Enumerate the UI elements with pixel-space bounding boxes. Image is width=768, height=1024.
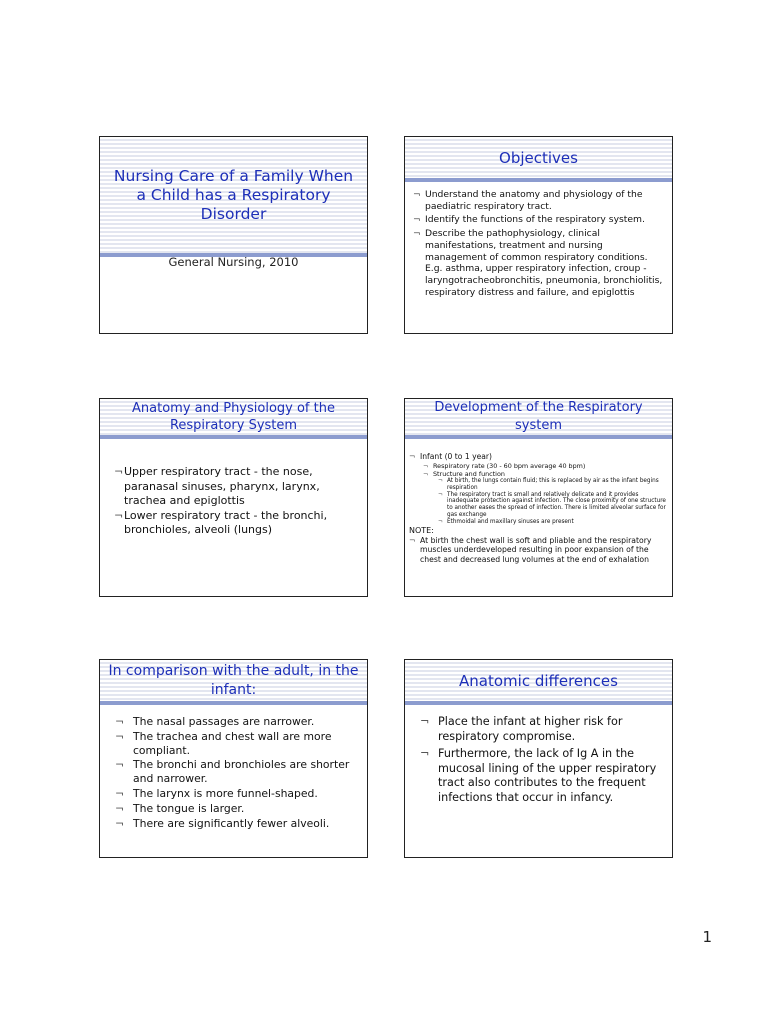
slide-title: In comparison with the adult, in the infant: [100,660,367,705]
bullet-icon: ¬ [114,508,124,522]
slide-3 [99,398,368,597]
list-item: ¬ Upper respiratory tract - the nose, paranasal sinuses, pharynx, larynx, trachea and epiglottis [114,465,320,507]
list-item: ¬ Structure and function [423,469,505,478]
slide-4 [404,398,673,597]
bullet-icon: ¬ [409,535,416,545]
list-item: ¬ The trachea and chest wall are more compliant. [115,729,332,757]
list-item: ¬ Ethmoidal and maxillary sinuses are present [438,518,574,525]
slide-1 [99,136,368,334]
bullet-icon: ¬ [438,478,443,485]
list-item: ¬ Furthermore, the lack of Ig A in the mucosal lining of the upper respiratory tract also contributes to the frequent infections that occur in infancy. [420,747,657,804]
bullet-icon: ¬ [413,228,421,240]
bullet-icon: ¬ [423,461,429,470]
bullet-icon: ¬ [409,452,416,461]
slide-2 [404,136,673,334]
slide-title: Development of the Respiratory system [405,399,672,439]
bullet-icon: ¬ [115,758,125,772]
bullet-icon: ¬ [115,729,125,743]
list-item: ¬ Infant (0 to 1 year) [409,452,492,461]
bullet-icon: ¬ [420,715,430,728]
bullet-icon: ¬ [115,715,125,728]
list-item: ¬ At birth the chest wall is soft and pliable and the respiratory muscles underdeveloped resulting in poor expansion of the chest and decreased lung volumes at the end of exhalation [409,535,652,564]
list-item: ¬ Describe the pathophysiology, clinical manifestations, treatment and nursing management of common respiratory conditions. E.g. asthma, upper respiratory infection, croup - laryngotracheobronchitis, pneumonia, bronchiolitis, respiratory distress and failure, and epiglottis [413,228,663,298]
list-item: ¬ Understand the anatomy and physiology of the paediatric respiratory tract. [413,189,643,212]
bullet-icon: ¬ [438,518,443,525]
slide-title: Nursing Care of a Family When a Child has a Respiratory Disorder [100,137,367,257]
list-item: ¬ The respiratory tract is small and relatively delicate and it provides inadequate protection against infection. The close proximity of one structure to another eases the spread of infection. There is limited alveolar surface for gas exchange [438,491,666,519]
bullet-icon: ¬ [115,801,125,815]
slide-5 [99,659,368,858]
page-number: 1 [702,928,712,946]
note-label: NOTE: [409,525,434,535]
list-item: ¬ Place the infant at higher risk for respiratory compromise. [420,715,623,743]
list-item: ¬ Identify the functions of the respiratory system. [413,214,645,226]
list-item: ¬ The nasal passages are narrower. [115,715,315,728]
list-item: ¬ At birth, the lungs contain fluid; this is replaced by air as the infant begins respiration [438,478,659,491]
slide-6 [404,659,673,858]
slide-title: Anatomic differences [405,660,672,705]
slide-subtitle: General Nursing, 2010 [168,255,299,269]
list-item: ¬ Lower respiratory tract - the bronchi, bronchioles, alveoli (lungs) [114,508,328,536]
bullet-icon: ¬ [420,747,430,761]
bullet-icon: ¬ [423,469,429,478]
list-item: ¬ The larynx is more funnel-shaped. [115,786,318,800]
list-item: ¬ The bronchi and bronchioles are shorter and narrower. [115,758,350,786]
list-item: ¬ Respiratory rate (30 - 60 bpm average 40 bpm) [423,461,586,470]
list-item: ¬ There are significantly fewer alveoli. [115,816,330,830]
bullet-icon: ¬ [413,189,421,200]
slide-title: Anatomy and Physiology of the Respiratory System [100,399,367,439]
list-item: ¬ The tongue is larger. [115,801,245,815]
bullet-icon: ¬ [115,786,125,800]
bullet-icon: ¬ [114,465,124,478]
bullet-icon: ¬ [115,816,125,830]
bullet-icon: ¬ [413,214,421,226]
bullet-icon: ¬ [438,491,443,498]
slide-title: Objectives [405,137,672,182]
